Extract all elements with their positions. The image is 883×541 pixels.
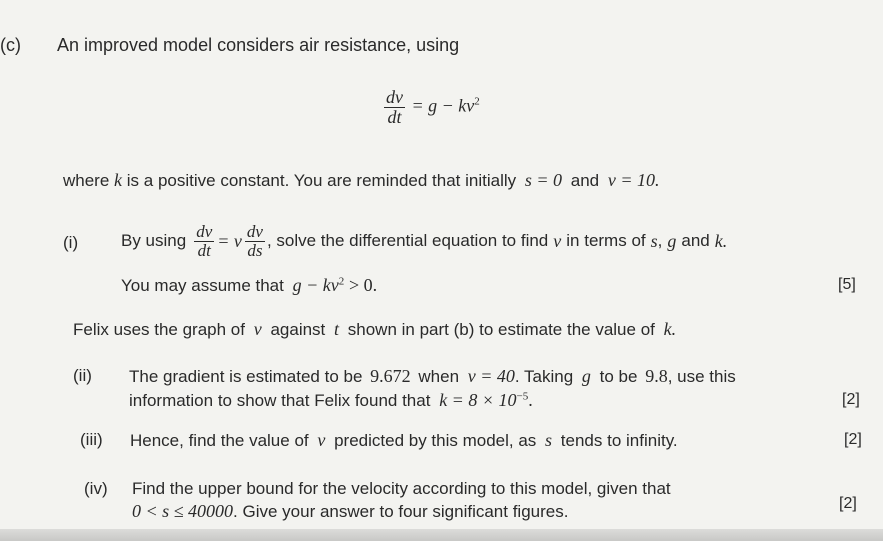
- part-iii-marks: [2]: [844, 431, 862, 448]
- part-iv-label: (iv): [84, 479, 108, 498]
- part-ii-label: (ii): [73, 366, 92, 385]
- part-ii-marks: [2]: [842, 391, 860, 408]
- part-c-label: (c): [0, 35, 21, 55]
- dv-dt-fraction-i: $\frac{dv}{dt}$: [196, 221, 213, 260]
- part-iv-line1: Find the upper bound for the velocity according to this model, given that: [132, 479, 671, 498]
- main-equation: [382, 88, 480, 127]
- part-i-line1: By using $\frac{dv}{dt}$ = v $\frac{dv}{ds}$ , solve the differential equation to find v in terms of s , g and k.: [121, 221, 728, 260]
- part-iii-line: Hence, find the value of v predicted by this model, as s tends to infinity.: [130, 430, 678, 450]
- part-ii-line1: The gradient is estimated to be 9.672 when v = 40. Taking g to be 9.8, use this: [129, 366, 736, 386]
- part-iv-line2: 0 < s ≤ 40000. Give your answer to four significant figures.: [132, 501, 569, 521]
- part-c-intro: An improved model considers air resistance, using: [57, 35, 460, 55]
- part-i-assume: You may assume that $g - kv^2 > 0$.: [121, 275, 378, 295]
- part-iv-marks: [2]: [839, 495, 857, 512]
- page-bottom-edge: [0, 529, 883, 541]
- part-ii-line2: information to show that Felix found that $k = 8 \times 10^{-5}$.: [129, 390, 533, 410]
- felix-line: Felix uses the graph of v against t shown in part (b) to estimate the value of k.: [73, 319, 677, 339]
- equation-exponent: 2: [474, 95, 480, 108]
- part-i-label: (i): [63, 233, 79, 252]
- part-iii-label: (iii): [80, 430, 103, 449]
- dv-dt-fraction: $\frac{dv}{dt}$: [386, 87, 403, 127]
- dv-ds-fraction: $\frac{dv}{ds}$: [246, 221, 263, 260]
- equation-rhs: = g − kv: [411, 95, 475, 116]
- part-i-marks: [5]: [838, 276, 856, 293]
- where-line: where k is a positive constant. You are reminded that initially s = 0 and v = 10.: [63, 170, 660, 190]
